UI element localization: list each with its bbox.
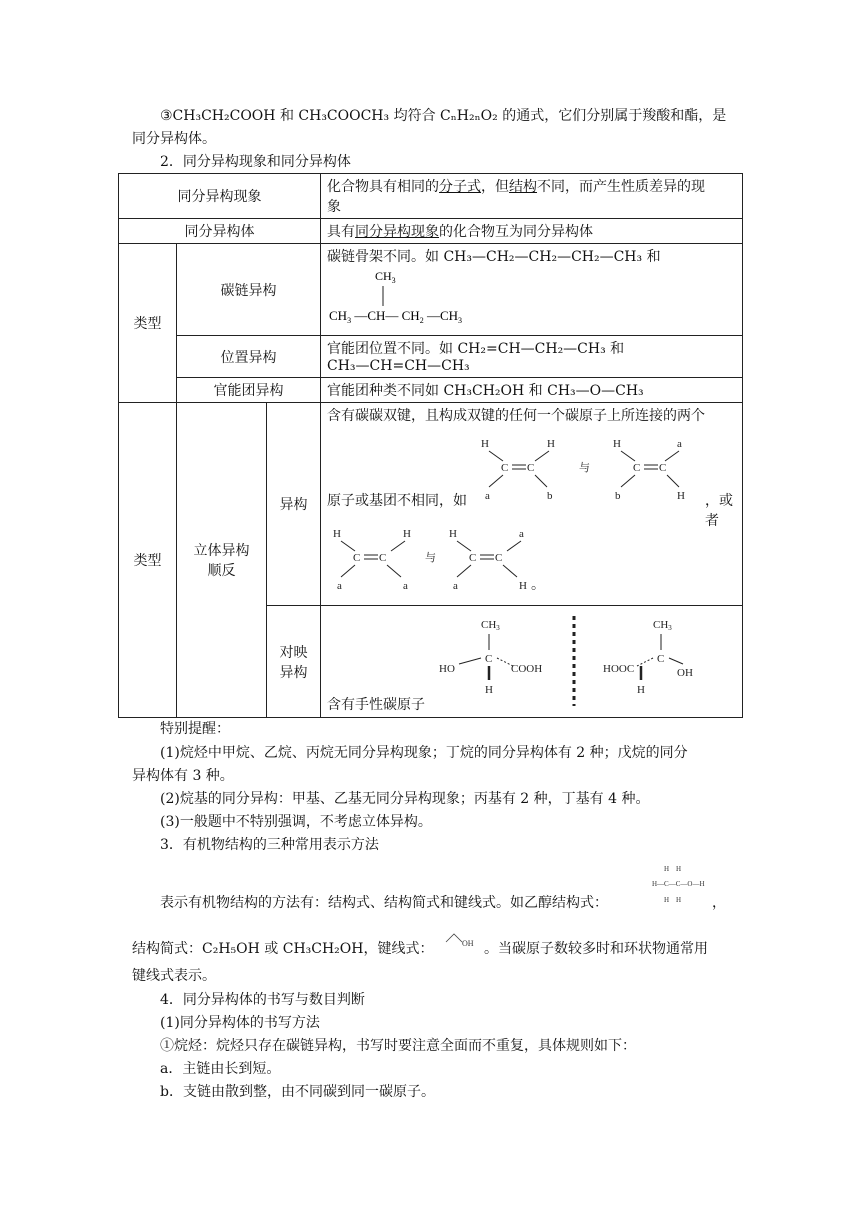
intro-line1: ③CH₃CH₂COOH 和 CH₃COOCH₃ 均符合 CₙH₂ₙO₂ 的通式，它们分别属于羧酸和酯，是 bbox=[160, 108, 727, 124]
svg-text:H: H bbox=[637, 684, 645, 696]
svg-text:H—C—C—O—H: H—C—C—O—H bbox=[652, 880, 705, 888]
svg-text:CH3: CH3 bbox=[481, 619, 500, 632]
svg-text:b: b bbox=[547, 490, 553, 502]
svg-text:HOOC: HOOC bbox=[603, 663, 635, 675]
svg-text:a: a bbox=[403, 580, 408, 592]
svg-text:H: H bbox=[481, 438, 489, 450]
svg-text:H: H bbox=[547, 438, 555, 450]
ethanol-structural-formula bbox=[648, 862, 718, 908]
svg-text:C: C bbox=[633, 462, 641, 474]
svg-text:a: a bbox=[485, 490, 490, 502]
svg-text:C: C bbox=[485, 653, 493, 665]
cell-phenomenon-desc: 化合物具有相同的分子式，但结构不同，而产生性质差异的现 象 bbox=[321, 174, 743, 219]
svg-text:HO: HO bbox=[439, 663, 455, 675]
svg-text:H: H bbox=[664, 865, 670, 873]
isomer-table bbox=[118, 173, 743, 718]
svg-text:H: H bbox=[664, 896, 670, 904]
period: 。 bbox=[531, 578, 546, 593]
cell-chain-label: 碳链异构 bbox=[177, 244, 321, 336]
cell-type-label-2: 类型 bbox=[119, 403, 177, 718]
isopentane-structure bbox=[327, 266, 527, 326]
cell-enantio-desc bbox=[321, 606, 743, 718]
with-1: 与 bbox=[579, 462, 591, 474]
svg-text:H: H bbox=[403, 528, 411, 540]
svg-text:C: C bbox=[469, 552, 477, 564]
svg-text:COOH: COOH bbox=[511, 663, 543, 675]
svg-text:H: H bbox=[676, 865, 682, 873]
notes-title: 特别提醒： bbox=[160, 721, 230, 737]
svg-text:C: C bbox=[659, 462, 667, 474]
sub-heading-1: (1)同分异构体的书写方法 bbox=[160, 1015, 320, 1031]
heading-4: 4．同分异构体的书写与数目判断 bbox=[160, 992, 365, 1008]
svg-text:C: C bbox=[379, 552, 387, 564]
svg-text:a: a bbox=[519, 528, 524, 540]
svg-text:H: H bbox=[485, 684, 493, 696]
cell-type-label: 类型 bbox=[119, 244, 177, 403]
svg-text:CH3 —CH— CH2 —CH3: $CH_3$ —CH— $CH_2$ $—CH_3$ bbox=[329, 308, 463, 325]
note-1b: 异构体有 3 种。 bbox=[132, 768, 234, 784]
svg-text:a: a bbox=[453, 580, 458, 592]
svg-text:a: a bbox=[677, 438, 682, 450]
svg-text:b: b bbox=[615, 490, 621, 502]
svg-text:C: C bbox=[495, 552, 503, 564]
section3-p2a: 结构简式：C₂H₅OH 或 CH₃CH₂OH，键线式： bbox=[132, 941, 434, 957]
cell-functional-label: 官能团异构 bbox=[177, 378, 321, 403]
svg-text:CH3: CH3 bbox=[653, 619, 672, 632]
cell-stereo-label: 立体异构 顺反 bbox=[177, 403, 267, 718]
note-1a: (1)烷烃中甲烷、乙烷、丙烷无同分异构现象；丁烷的同分异构体有 2 种；戊烷的同分 bbox=[160, 745, 688, 761]
svg-text:OH: OH bbox=[677, 667, 693, 679]
cell-functional-desc: 官能团种类不同如 CH₃CH₂OH 和 CH₃—O—CH₃ bbox=[321, 378, 743, 403]
svg-text:CH3: $CH_3$ bbox=[375, 269, 396, 285]
svg-text:H: H bbox=[677, 490, 685, 502]
cell-isomer-label: 同分异构体 bbox=[119, 219, 321, 244]
cell-position-label: 位置异构 bbox=[177, 336, 321, 378]
with-2: 与 bbox=[425, 552, 437, 564]
svg-text:a: a bbox=[337, 580, 342, 592]
cell-isomer-desc: 具有同分异构现象的化合物互为同分异构体 bbox=[321, 219, 743, 244]
heading-2: 2．同分异构现象和同分异构体 bbox=[160, 154, 351, 170]
cell-cistrans-label: 异构 bbox=[267, 403, 321, 606]
ethanol-skeletal-formula bbox=[444, 930, 480, 954]
note-3: (3)一般题中不特别强调，不考虑立体异构。 bbox=[160, 814, 432, 830]
cell-cistrans-desc: 含有碳碳双键，且构成双键的任何一个碳原子上所连接的两个 原子或基团不相同，如 ，或者 H H C C a b 与 H a C C b H H H C C a a 与 H a C C a H 。 bbox=[321, 403, 743, 606]
section3-p1-end: ， bbox=[712, 895, 726, 911]
section3-p3: 键线式表示。 bbox=[132, 968, 216, 984]
cell-chain-desc: 碳链骨架不同。如 CH₃—CH₂—CH₂—CH₂—CH₃ 和 $CH_3$ $CH_3$ —CH— $CH_2$ $—CH_3$ bbox=[321, 244, 743, 336]
cell-phenomenon-label: 同分异构现象 bbox=[119, 174, 321, 219]
svg-text:H: H bbox=[333, 528, 341, 540]
rule-b: b．支链由散到整，由不同碳到同一碳原子。 bbox=[160, 1084, 435, 1100]
heading-3: 3．有机物结构的三种常用表示方法 bbox=[160, 837, 379, 853]
svg-text:H: H bbox=[613, 438, 621, 450]
section3-p2b: 。当碳原子数较多时和环状物通常用 bbox=[484, 941, 708, 957]
note-2: (2)烷基的同分异构：甲基、乙基无同分异构现象；丙基有 2 种，丁基有 4 种。 bbox=[160, 791, 650, 807]
intro-line2: 同分异构体。 bbox=[132, 131, 216, 147]
svg-text:C: C bbox=[501, 462, 509, 474]
cell-position-desc: 官能团位置不同。如 CH₂=CH—CH₂—CH₃ 和 CH₃—CH=CH—CH₃ bbox=[321, 336, 743, 378]
svg-text:H: H bbox=[519, 580, 527, 592]
cell-enantio-label: 对映 异构 bbox=[267, 606, 321, 718]
cis-trans-structures bbox=[321, 403, 741, 606]
svg-text:OH: OH bbox=[462, 939, 474, 948]
svg-text:H: H bbox=[676, 896, 682, 904]
chiral-note: 含有手性碳原子 bbox=[327, 697, 426, 713]
svg-text:H: H bbox=[449, 528, 457, 540]
rule-1: ①烷烃：烷烃只存在碳链异构，书写时要注意全面而不重复，具体规则如下： bbox=[160, 1038, 636, 1054]
svg-text:C: C bbox=[353, 552, 361, 564]
rule-a: a．主链由长到短。 bbox=[160, 1061, 281, 1077]
svg-text:C: C bbox=[657, 653, 665, 665]
svg-text:C: C bbox=[527, 462, 535, 474]
section3-p1: 表示有机物结构的方法有：结构式、结构简式和键线式。如乙醇结构式： bbox=[160, 895, 608, 911]
